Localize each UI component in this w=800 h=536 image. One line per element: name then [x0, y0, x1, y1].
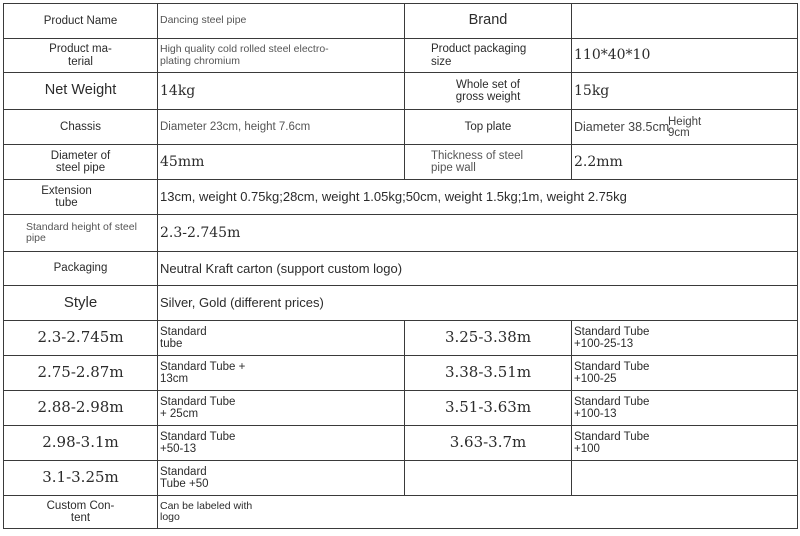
product-name-value: Dancing steel pipe	[158, 4, 405, 39]
pipe-diameter-label: Diameter of steel pipe	[4, 145, 158, 180]
row-chassis	[4, 110, 798, 145]
height-config-right: Standard Tube +100	[572, 426, 798, 461]
height-range-right: 3.51-3.63m	[405, 391, 572, 426]
top-plate-cell	[572, 110, 798, 145]
row-packaging	[4, 252, 798, 286]
row-style	[4, 286, 798, 321]
row-product-name	[4, 4, 798, 39]
gross-weight-label: Whole set of gross weight	[405, 73, 572, 110]
row-standard-height	[4, 215, 798, 252]
row-weight	[4, 73, 798, 110]
height-config-left: Standard Tube +50	[158, 461, 405, 496]
extension-tube-label: Extension tube	[4, 180, 158, 215]
height-range-right: 3.25-3.38m	[405, 321, 572, 356]
height-range-right-empty	[405, 461, 572, 496]
row-pipe	[4, 145, 798, 180]
net-weight-value: 14kg	[158, 73, 405, 110]
height-range-left: 2.88-2.98m	[4, 391, 158, 426]
wall-thickness-value: 2.2mm	[572, 145, 798, 180]
top-plate-value: Diameter 38.5cm	[574, 119, 670, 134]
standard-height-value: 2.3-2.745m	[158, 215, 798, 252]
style-label: Style	[4, 286, 158, 321]
spec-table	[3, 3, 798, 529]
height-range-left: 2.3-2.745m	[4, 321, 158, 356]
height-range-right: 3.38-3.51m	[405, 356, 572, 391]
height-row	[4, 321, 798, 356]
product-name-label: Product Name	[4, 4, 158, 39]
height-row	[4, 391, 798, 426]
height-range-left: 3.1-3.25m	[4, 461, 158, 496]
row-extension	[4, 180, 798, 215]
packaging-size-value: 110*40*10	[572, 39, 798, 73]
height-config-right: Standard Tube +100-25	[572, 356, 798, 391]
height-config-right: Standard Tube +100-25-13	[572, 321, 798, 356]
gross-weight-value: 15kg	[572, 73, 798, 110]
height-config-right: Standard Tube +100-13	[572, 391, 798, 426]
height-config-left: Standard Tube +50-13	[158, 426, 405, 461]
custom-content-value: Can be labeled with logo	[158, 496, 798, 529]
style-value: Silver, Gold (different prices)	[158, 286, 798, 321]
material-label: Product ma- terial	[4, 39, 158, 73]
row-material	[4, 39, 798, 73]
height-range-right: 3.63-3.7m	[405, 426, 572, 461]
custom-content-label: Custom Con- tent	[4, 496, 158, 529]
standard-height-label: Standard height of steel pipe	[4, 215, 158, 252]
brand-value	[572, 4, 798, 39]
height-config-right-empty	[572, 461, 798, 496]
brand-label: Brand	[405, 4, 572, 39]
chassis-value: Diameter 23cm, height 7.6cm	[158, 110, 405, 145]
wall-thickness-label: Thickness of steel pipe wall	[405, 145, 572, 180]
height-range-left: 2.75-2.87m	[4, 356, 158, 391]
height-config-left: Standard Tube + 13cm	[158, 356, 405, 391]
height-row	[4, 461, 798, 496]
height-row	[4, 356, 798, 391]
material-value: High quality cold rolled steel electro- plating chromium	[158, 39, 405, 73]
pipe-diameter-value: 45mm	[158, 145, 405, 180]
packaging-size-label: Product packaging size	[405, 39, 572, 73]
chassis-label: Chassis	[4, 110, 158, 145]
net-weight-label: Net Weight	[4, 73, 158, 110]
height-config-left: Standard tube	[158, 321, 405, 356]
top-plate-label: Top plate	[405, 110, 572, 145]
top-plate-group	[574, 115, 702, 140]
height-config-left: Standard Tube + 25cm	[158, 391, 405, 426]
extension-tube-value: 13cm, weight 0.75kg;28cm, weight 1.05kg;50cm, weight 1.5kg;1m, weight 2.75kg	[158, 180, 798, 215]
height-row	[4, 426, 798, 461]
row-custom-content	[4, 496, 798, 529]
packaging-label: Packaging	[4, 252, 158, 286]
top-plate-height: Height 9cm	[668, 115, 702, 140]
height-range-left: 2.98-3.1m	[4, 426, 158, 461]
packaging-value: Neutral Kraft carton (support custom logo)	[158, 252, 798, 286]
